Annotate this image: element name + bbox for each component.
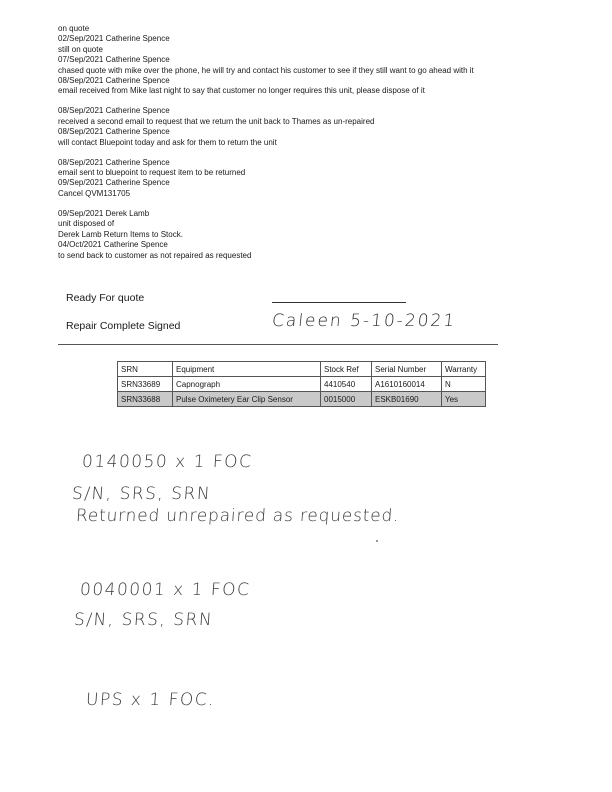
table-cell: N [442, 377, 486, 392]
handwritten-note: 0140050 x 1 FOC [81, 452, 254, 472]
handwritten-note: S/N, SRS, SRN [73, 610, 214, 630]
table-row [118, 392, 486, 407]
table-cell: 4410540 [321, 377, 372, 392]
section-divider [58, 344, 498, 345]
handwritten-note: S/N, SRS, SRN [71, 484, 212, 504]
note-gap [58, 199, 598, 209]
column-header: Serial Number [372, 362, 442, 377]
note-line: 04/Oct/2021 Catherine Spence [58, 240, 168, 250]
note-line: on quote [58, 24, 90, 33]
note-gap [58, 97, 598, 107]
ink-mark [376, 540, 378, 542]
note-gap [58, 148, 598, 158]
column-header: SRN [118, 362, 173, 377]
note-line: still on quote [58, 44, 103, 54]
handwritten-note: UPS x 1 FOC. [85, 690, 216, 710]
table-cell: Pulse Oximetery Ear Clip Sensor [173, 392, 321, 407]
table-row [118, 377, 486, 392]
note-line: 08/Sep/2021 Catherine Spence [58, 127, 170, 137]
handwritten-note: 0040001 x 1 FOC [79, 580, 252, 600]
note-line: 09/Sep/2021 Catherine Spence [58, 178, 170, 188]
note-line: email sent to bluepoint to request item to be returned [58, 168, 246, 178]
table-header-row [118, 362, 486, 377]
note-line: will contact Bluepoint today and ask for them to return the unit [58, 137, 277, 147]
note-line: 07/Sep/2021 Catherine Spence [58, 55, 170, 65]
handwritten-signature: Caleen 5-10-2021 [270, 311, 458, 331]
column-header: Stock Ref [321, 362, 372, 377]
column-header: Warranty [442, 362, 486, 377]
table-cell: Capnograph [173, 377, 321, 392]
note-line: unit disposed of [58, 219, 115, 229]
note-line: Derek Lamb Return Items to Stock. [58, 229, 183, 239]
equipment-table [117, 361, 486, 407]
note-line: 09/Sep/2021 Derek Lamb [58, 208, 150, 218]
note-line: 08/Sep/2021 Catherine Spence [58, 76, 170, 86]
table-cell: SRN33688 [118, 392, 173, 407]
note-line: email received from Mike last night to say that customer no longer requires this unit, please dispose of it [58, 86, 425, 96]
table-cell: SRN33689 [118, 377, 173, 392]
note-line: Cancel QVM131705 [58, 188, 131, 198]
table-cell: ESKB01690 [372, 392, 442, 407]
note-line: received a second email to request that we return the unit back to Thames as un-repaired [58, 116, 375, 126]
table-cell: Yes [442, 392, 486, 407]
note-line: 02/Sep/2021 Catherine Spence [58, 34, 170, 44]
note-line: 08/Sep/2021 Catherine Spence [58, 106, 170, 116]
note-line: to send back to customer as not repaired as requested [58, 250, 252, 260]
table-cell: 0015000 [321, 392, 372, 407]
column-header: Equipment [173, 362, 321, 377]
handwritten-note: Returned unrepaired as requested. [75, 506, 400, 526]
table-cell: A1610160014 [372, 377, 442, 392]
activity-notes [58, 24, 598, 261]
repair-complete-label: Repair Complete Signed [66, 320, 181, 332]
note-line: chased quote with mike over the phone, he will try and contact his customer to see if they still want to go ahead with it [58, 65, 474, 75]
note-line: 08/Sep/2021 Catherine Spence [58, 157, 170, 167]
ready-for-quote-label: Ready For quote [66, 292, 145, 304]
signature-line [272, 302, 406, 303]
